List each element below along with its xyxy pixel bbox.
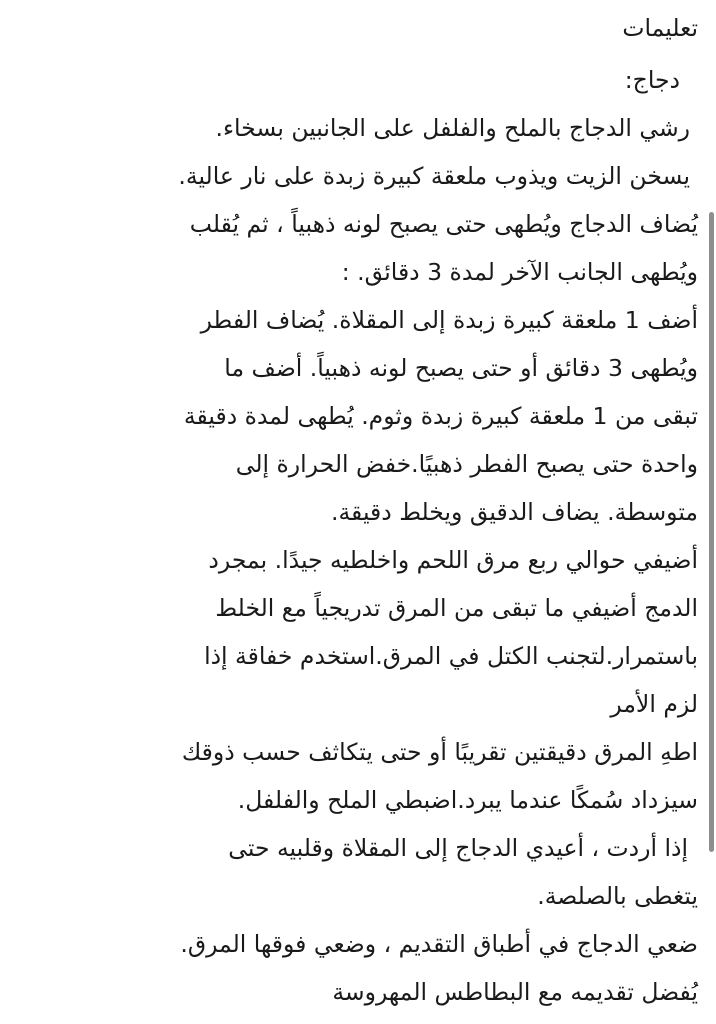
- text-line: أضف 1 ملعقة كبيرة زبدة إلى المقلاة. يُضاف الفطر: [200, 306, 698, 334]
- text-line: واحدة حتى يصبح الفطر ذهبيًا.خفض الحرارة إلى: [235, 450, 698, 478]
- text-line: الدمج أضيفي ما تبقى من المرق تدريجياً مع الخلط: [215, 594, 698, 622]
- text-line: يتغطى بالصلصة.: [537, 882, 698, 910]
- text-line: رشي الدجاج بالملح والفلفل على الجانبين بسخاء.: [215, 114, 690, 142]
- instructions-title: تعليمات: [622, 14, 698, 42]
- text-line: اطهِ المرق دقيقتين تقريبًا أو حتى يتكاثف حسب ذوقك: [181, 738, 698, 766]
- text-line: يسخن الزيت ويذوب ملعقة كبيرة زبدة على نار عالية.: [178, 162, 690, 190]
- text-line: ويُطهى 3 دقائق أو حتى يصبح لونه ذهبياً. أضف ما: [224, 354, 698, 382]
- text-line: تبقى من 1 ملعقة كبيرة زبدة وثوم. يُطهى لمدة دقيقة: [183, 402, 698, 430]
- text-line: إذا أردت ، أعيدي الدجاج إلى المقلاة وقلبيه حتى: [228, 834, 688, 862]
- text-line: سيزداد سُمكًا عندما يبرد.اضبطي الملح والفلفل.: [237, 786, 698, 814]
- text-line: يُضاف الدجاج ويُطهى حتى يصبح لونه ذهبياً ، ثم يُقلب: [189, 210, 698, 238]
- text-line: يُفضل تقديمه مع البطاطس المهروسة: [332, 978, 698, 1006]
- section-heading-chicken: دجاج:: [624, 66, 680, 94]
- text-line: ضعي الدجاج في أطباق التقديم ، وضعي فوقها المرق.: [180, 930, 698, 958]
- text-line: متوسطة. يضاف الدقيق ويخلط دقيقة.: [330, 498, 698, 526]
- text-line: أضيفي حوالي ربع مرق اللحم واخلطيه جيدًا. بمجرد: [208, 546, 698, 574]
- text-line: لزم الأمر: [610, 690, 698, 718]
- text-line: ويُطهى الجانب الآخر لمدة 3 دقائق. :: [341, 258, 698, 286]
- text-line: باستمرار.لتجنب الكتل في المرق.استخدم خفاقة إذا: [204, 642, 698, 670]
- vertical-scrollbar[interactable]: [709, 212, 714, 852]
